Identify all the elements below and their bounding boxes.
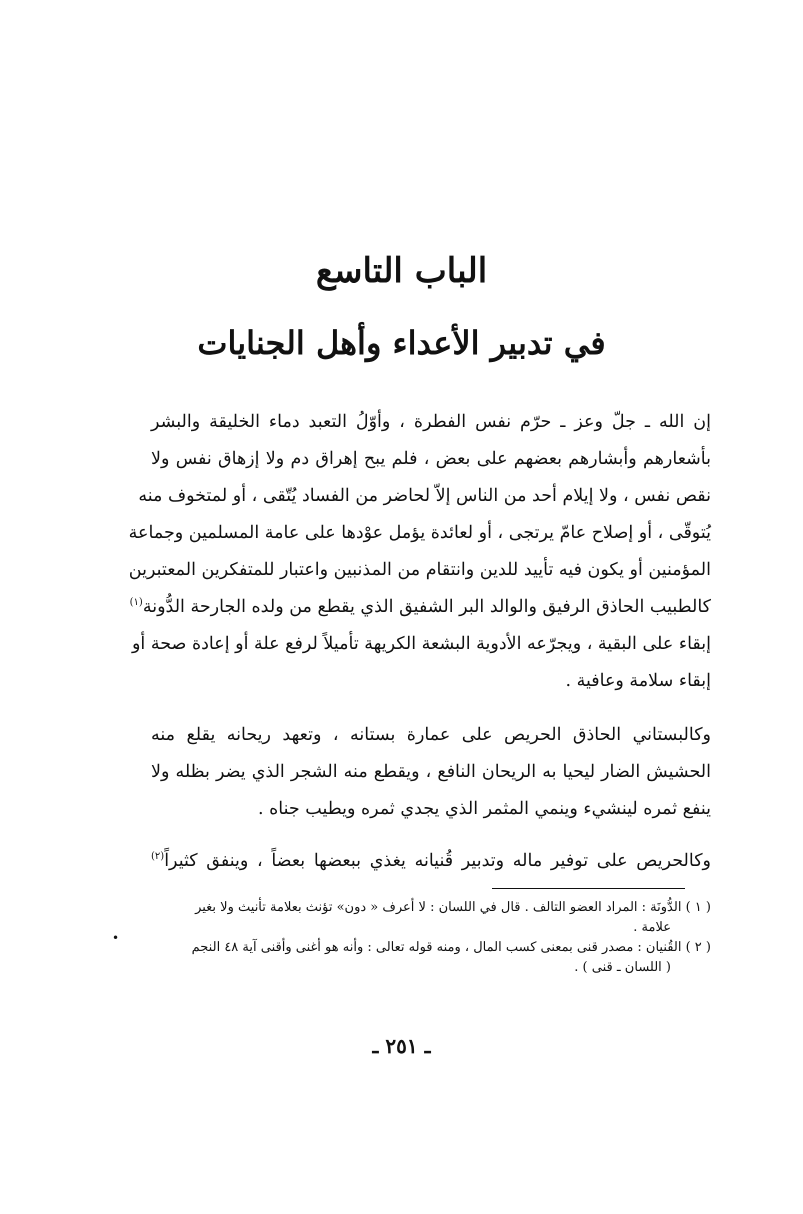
paragraph-line: إن الله ـ جلّ وعز ـ حرّم نفس الفطرة ، وأوّلُ التعبد دماء الخليقة والبشر <box>151 412 711 432</box>
paragraph-3 <box>151 843 711 880</box>
paragraph-line: إبقاء على البقية ، ويجرّعه الأدوية البشعة الكريهة تأميلاً لرفع علة أو إعادة صحة أو <box>131 634 711 654</box>
footnote-marker: ( ١ ) <box>685 900 711 915</box>
footnote-ref-1[interactable]: (١) <box>129 597 143 609</box>
footnote-continuation: ( اللسان ـ قنى ) . <box>574 960 671 975</box>
paragraph-line-text: كالطبيب الحاذق الرفيق والوالد البر الشفيق الذي يقطع من ولده الجارحة الدُّونة <box>142 597 711 617</box>
chapter-subtitle: في تدبير الأعداء وأهل الجنايات <box>197 324 606 362</box>
paragraph-line: ينفع ثمره لينشيء وينمي المثمر الذي يجدي ثمره ويطيب جناه . <box>258 799 711 819</box>
footnote-continuation: علامة . <box>633 920 671 935</box>
footnote-text: القُنيان : مصدر قنى بمعنى كسب المال ، ومنه قوله تعالى : وأنه هو أغنى وأقنى آية ٤٨ النجم <box>191 940 682 955</box>
paragraph-line-with-ref <box>151 843 711 880</box>
paragraph-line: يُتوقّى ، أو إصلاح عامّ يرتجى ، أو لعائدة يؤمل عوْدها على عامة المسلمين وجماعة <box>128 523 711 543</box>
footnote-2 <box>137 938 711 978</box>
footnote-text: الدُّونَة : المراد العضو التالف . قال في اللسان : لا أعرف « دون» تؤنث بعلامة تأنيث ولا بغير <box>195 900 682 915</box>
footnote-line <box>137 938 711 958</box>
paragraph-line: وكالبستاني الحاذق الحريص على عمارة بستانه ، وتعهد ريحانه يقلع منه <box>151 725 711 745</box>
footnote-line <box>137 898 711 918</box>
footnote-ref-2[interactable]: (٢) <box>151 851 165 863</box>
footnotes <box>137 898 711 978</box>
paragraph-line: إبقاء سلامة وعافية . <box>565 671 711 691</box>
footnote-marker: ( ٢ ) <box>685 940 711 955</box>
margin-mark: • <box>112 931 120 945</box>
paragraph-1 <box>128 404 711 700</box>
chapter-title: الباب التاسع <box>315 251 488 291</box>
paragraph-line: نقص نفس ، ولا إيلام أحد من الناس إلاّ لحاضر من الفساد يُتّقى ، أو لمتخوف منه <box>138 486 711 506</box>
page-number: ـ ٢٥١ ـ <box>372 1034 431 1058</box>
paragraph-2 <box>151 717 711 828</box>
footnote-1 <box>137 898 711 938</box>
paragraph-line-text: وكالحريص على توفير ماله وتدبير قُنيانه يغذي ببعضها بعضاً ، وينفق كثيراً <box>164 851 711 871</box>
paragraph-line: بأشعارهم وأبشارهم بعضهم على بعض ، فلم يبح إهراق دم ولا إزهاق نفس ولا <box>151 449 711 469</box>
paragraph-line: المؤمنين أو يكون فيه تأييد للدين وانتقام من المذنبين واعتبار للمتفكرين المعتبرين <box>128 560 711 580</box>
paragraph-line-with-ref <box>129 589 711 626</box>
paragraph-line: الحشيش الضار ليحيا به الريحان النافع ، ويقطع منه الشجر الذي يضر بظله ولا <box>151 762 711 782</box>
footnote-divider <box>492 888 685 889</box>
